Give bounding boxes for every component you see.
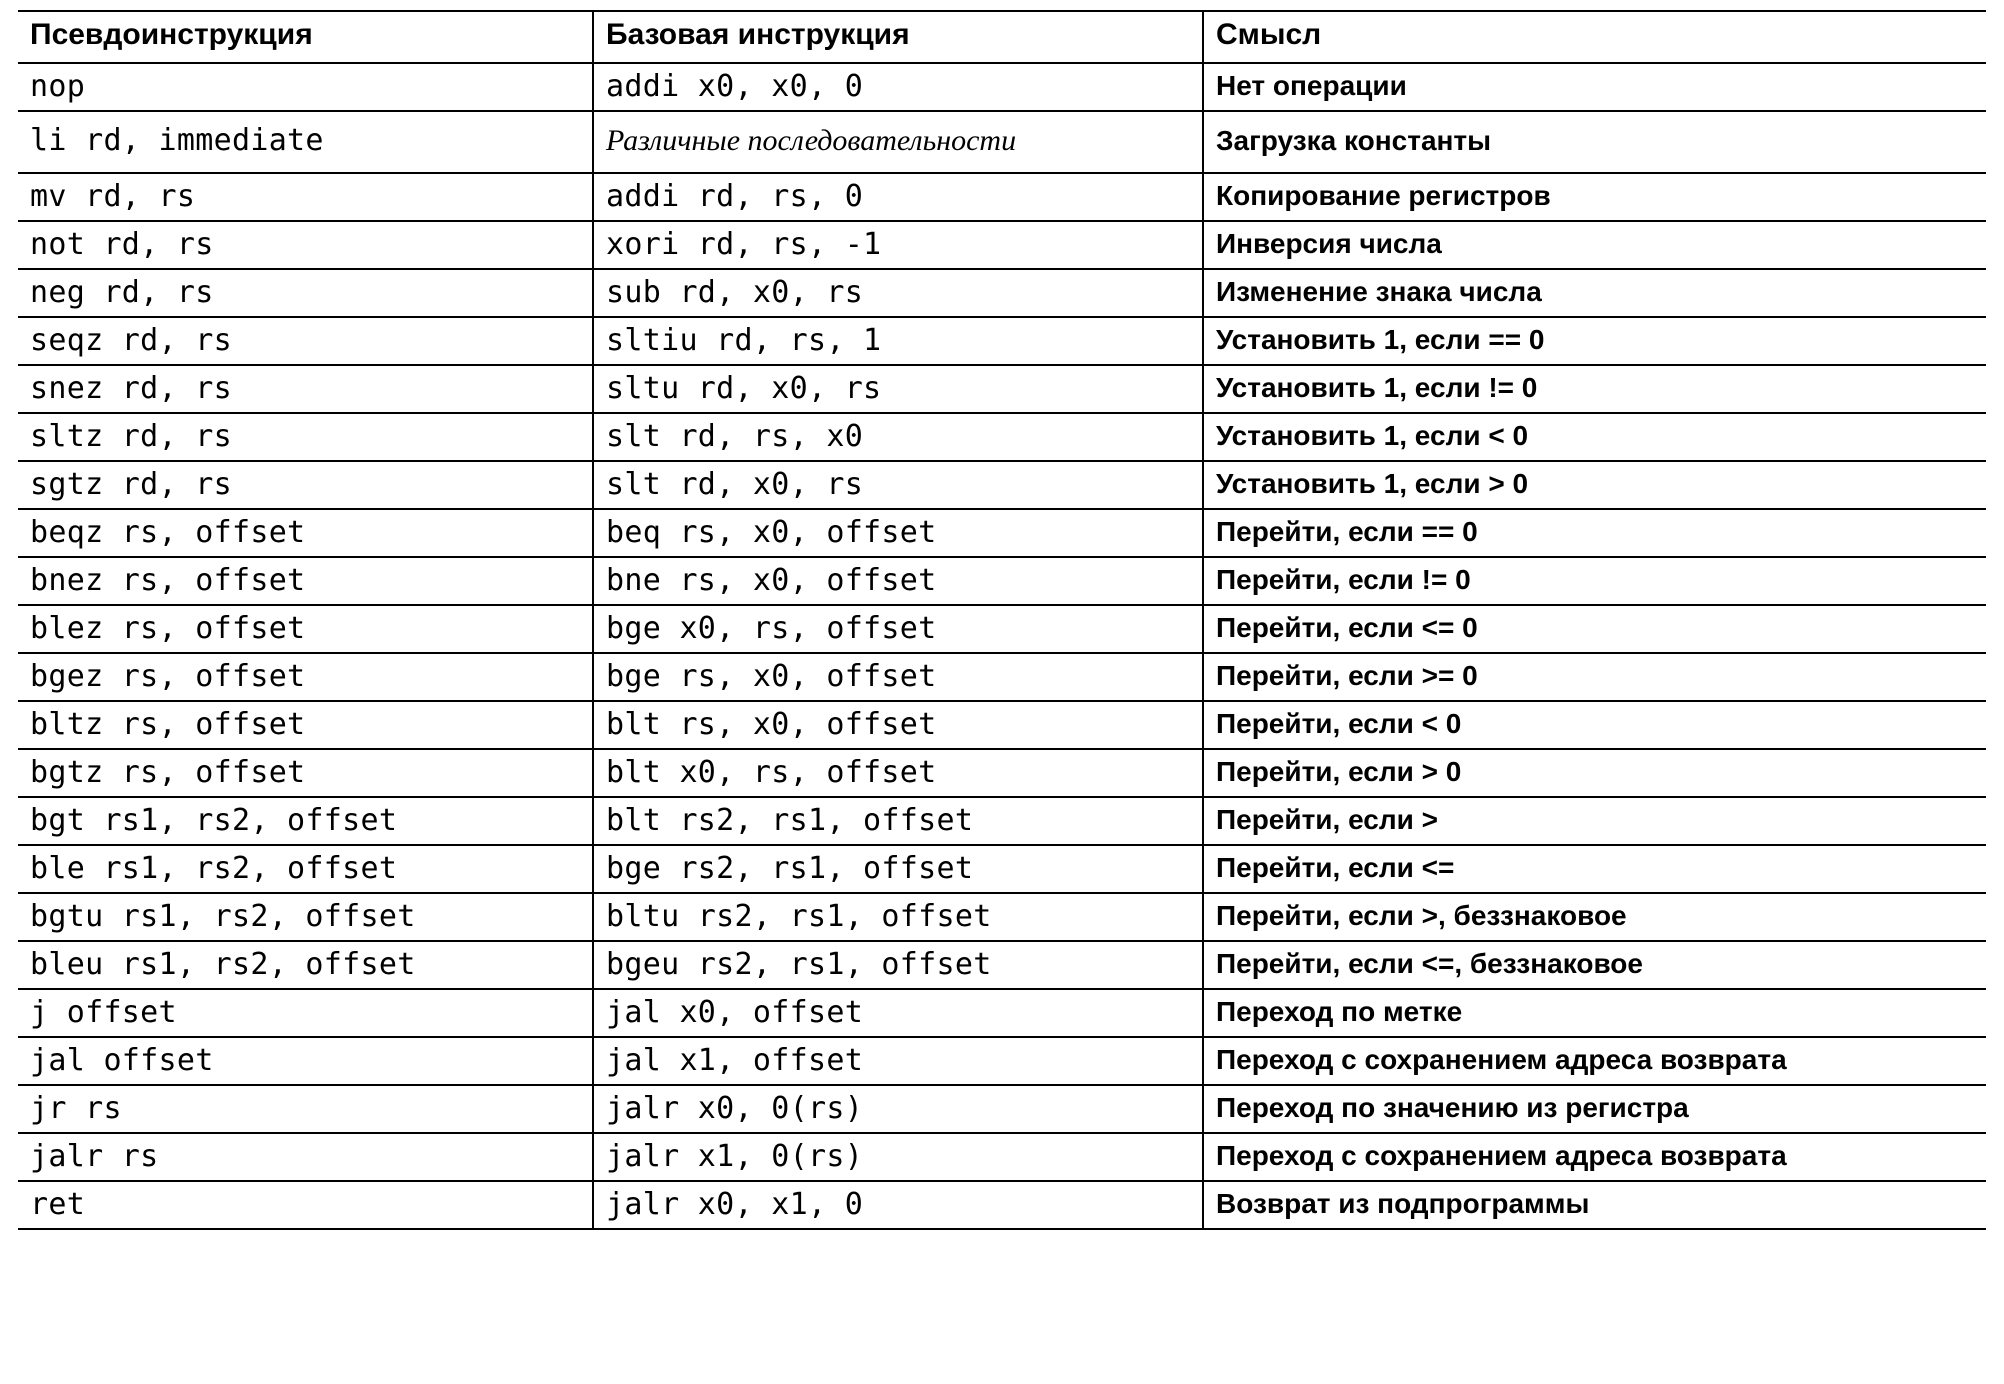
- cell-base-instruction: bge rs, x0, offset: [593, 653, 1203, 701]
- cell-base-instruction: bge rs2, rs1, offset: [593, 845, 1203, 893]
- cell-pseudoinstruction: beqz rs, offset: [18, 509, 593, 557]
- table-row: [18, 461, 1986, 509]
- cell-base-instruction: sub rd, x0, rs: [593, 269, 1203, 317]
- cell-base-instruction: slt rd, x0, rs: [593, 461, 1203, 509]
- cell-pseudoinstruction: ret: [18, 1181, 593, 1229]
- cell-pseudoinstruction: not rd, rs: [18, 221, 593, 269]
- table-row: [18, 63, 1986, 111]
- table-row: [18, 989, 1986, 1037]
- table-row: [18, 941, 1986, 989]
- cell-base-instruction: jalr x0, x1, 0: [593, 1181, 1203, 1229]
- cell-base-instruction: bge x0, rs, offset: [593, 605, 1203, 653]
- cell-meaning: Переход с сохранением адреса возврата: [1203, 1133, 1986, 1181]
- cell-base-instruction: slt rd, rs, x0: [593, 413, 1203, 461]
- table-row: [18, 365, 1986, 413]
- cell-pseudoinstruction: neg rd, rs: [18, 269, 593, 317]
- cell-base-instruction: jal x1, offset: [593, 1037, 1203, 1085]
- table-row: [18, 1181, 1986, 1229]
- cell-base-instruction: sltiu rd, rs, 1: [593, 317, 1203, 365]
- table-row: [18, 797, 1986, 845]
- cell-base-instruction: addi rd, rs, 0: [593, 173, 1203, 221]
- cell-base-instruction: Различные последовательности: [593, 111, 1203, 174]
- table-row: [18, 111, 1986, 174]
- table-header-row: [18, 11, 1986, 63]
- cell-meaning: Переход по метке: [1203, 989, 1986, 1037]
- cell-meaning: Перейти, если >= 0: [1203, 653, 1986, 701]
- table-row: [18, 1085, 1986, 1133]
- table-row: [18, 413, 1986, 461]
- column-header-base-instruction: Базовая инструкция: [593, 11, 1203, 63]
- cell-meaning: Загрузка константы: [1203, 111, 1986, 174]
- cell-pseudoinstruction: bnez rs, offset: [18, 557, 593, 605]
- cell-base-instruction: bne rs, x0, offset: [593, 557, 1203, 605]
- cell-meaning: Установить 1, если < 0: [1203, 413, 1986, 461]
- table-row: [18, 269, 1986, 317]
- cell-base-instruction: blt rs, x0, offset: [593, 701, 1203, 749]
- table-row: [18, 1133, 1986, 1181]
- table-row: [18, 509, 1986, 557]
- cell-pseudoinstruction: seqz rd, rs: [18, 317, 593, 365]
- cell-pseudoinstruction: jalr rs: [18, 1133, 593, 1181]
- cell-meaning: Переход по значению из регистра: [1203, 1085, 1986, 1133]
- cell-pseudoinstruction: nop: [18, 63, 593, 111]
- cell-meaning: Перейти, если >: [1203, 797, 1986, 845]
- cell-pseudoinstruction: mv rd, rs: [18, 173, 593, 221]
- column-header-meaning: Смысл: [1203, 11, 1986, 63]
- cell-pseudoinstruction: bltz rs, offset: [18, 701, 593, 749]
- cell-pseudoinstruction: blez rs, offset: [18, 605, 593, 653]
- cell-meaning: Установить 1, если > 0: [1203, 461, 1986, 509]
- cell-base-instruction: jalr x0, 0(rs): [593, 1085, 1203, 1133]
- table-row: [18, 557, 1986, 605]
- cell-meaning: Перейти, если >, беззнаковое: [1203, 893, 1986, 941]
- cell-meaning: Копирование регистров: [1203, 173, 1986, 221]
- cell-meaning: Перейти, если <= 0: [1203, 605, 1986, 653]
- cell-base-instruction: addi x0, x0, 0: [593, 63, 1203, 111]
- cell-meaning: Перейти, если <=: [1203, 845, 1986, 893]
- cell-pseudoinstruction: bgtz rs, offset: [18, 749, 593, 797]
- table-row: [18, 701, 1986, 749]
- cell-pseudoinstruction: bgt rs1, rs2, offset: [18, 797, 593, 845]
- cell-meaning: Изменение знака числа: [1203, 269, 1986, 317]
- cell-base-instruction: sltu rd, x0, rs: [593, 365, 1203, 413]
- cell-meaning: Перейти, если == 0: [1203, 509, 1986, 557]
- cell-pseudoinstruction: ble rs1, rs2, offset: [18, 845, 593, 893]
- cell-base-instruction: beq rs, x0, offset: [593, 509, 1203, 557]
- cell-pseudoinstruction: jr rs: [18, 1085, 593, 1133]
- table-row: [18, 317, 1986, 365]
- cell-meaning: Перейти, если != 0: [1203, 557, 1986, 605]
- pseudoinstructions-table: [18, 10, 1986, 1230]
- cell-pseudoinstruction: li rd, immediate: [18, 111, 593, 174]
- cell-pseudoinstruction: bleu rs1, rs2, offset: [18, 941, 593, 989]
- table-row: [18, 893, 1986, 941]
- cell-pseudoinstruction: sltz rd, rs: [18, 413, 593, 461]
- table-row: [18, 653, 1986, 701]
- cell-pseudoinstruction: bgez rs, offset: [18, 653, 593, 701]
- cell-meaning: Перейти, если <=, беззнаковое: [1203, 941, 1986, 989]
- table-row: [18, 605, 1986, 653]
- column-header-pseudoinstruction: Псевдоинструкция: [18, 11, 593, 63]
- cell-pseudoinstruction: j offset: [18, 989, 593, 1037]
- table-row: [18, 173, 1986, 221]
- cell-meaning: Инверсия числа: [1203, 221, 1986, 269]
- cell-base-instruction: bltu rs2, rs1, offset: [593, 893, 1203, 941]
- cell-base-instruction: xori rd, rs, -1: [593, 221, 1203, 269]
- table-row: [18, 749, 1986, 797]
- cell-base-instruction: bgeu rs2, rs1, offset: [593, 941, 1203, 989]
- cell-meaning: Установить 1, если == 0: [1203, 317, 1986, 365]
- cell-pseudoinstruction: sgtz rd, rs: [18, 461, 593, 509]
- cell-base-instruction: blt x0, rs, offset: [593, 749, 1203, 797]
- cell-meaning: Переход с сохранением адреса возврата: [1203, 1037, 1986, 1085]
- table-row: [18, 1037, 1986, 1085]
- table-row: [18, 845, 1986, 893]
- cell-pseudoinstruction: jal offset: [18, 1037, 593, 1085]
- cell-pseudoinstruction: snez rd, rs: [18, 365, 593, 413]
- cell-meaning: Перейти, если < 0: [1203, 701, 1986, 749]
- cell-meaning: Нет операции: [1203, 63, 1986, 111]
- cell-base-instruction: jalr x1, 0(rs): [593, 1133, 1203, 1181]
- cell-meaning: Перейти, если > 0: [1203, 749, 1986, 797]
- table-header: [18, 11, 1986, 63]
- cell-base-instruction: jal x0, offset: [593, 989, 1203, 1037]
- table-body: [18, 63, 1986, 1230]
- cell-meaning: Возврат из подпрограммы: [1203, 1181, 1986, 1229]
- cell-pseudoinstruction: bgtu rs1, rs2, offset: [18, 893, 593, 941]
- cell-meaning: Установить 1, если != 0: [1203, 365, 1986, 413]
- cell-base-instruction: blt rs2, rs1, offset: [593, 797, 1203, 845]
- table-row: [18, 221, 1986, 269]
